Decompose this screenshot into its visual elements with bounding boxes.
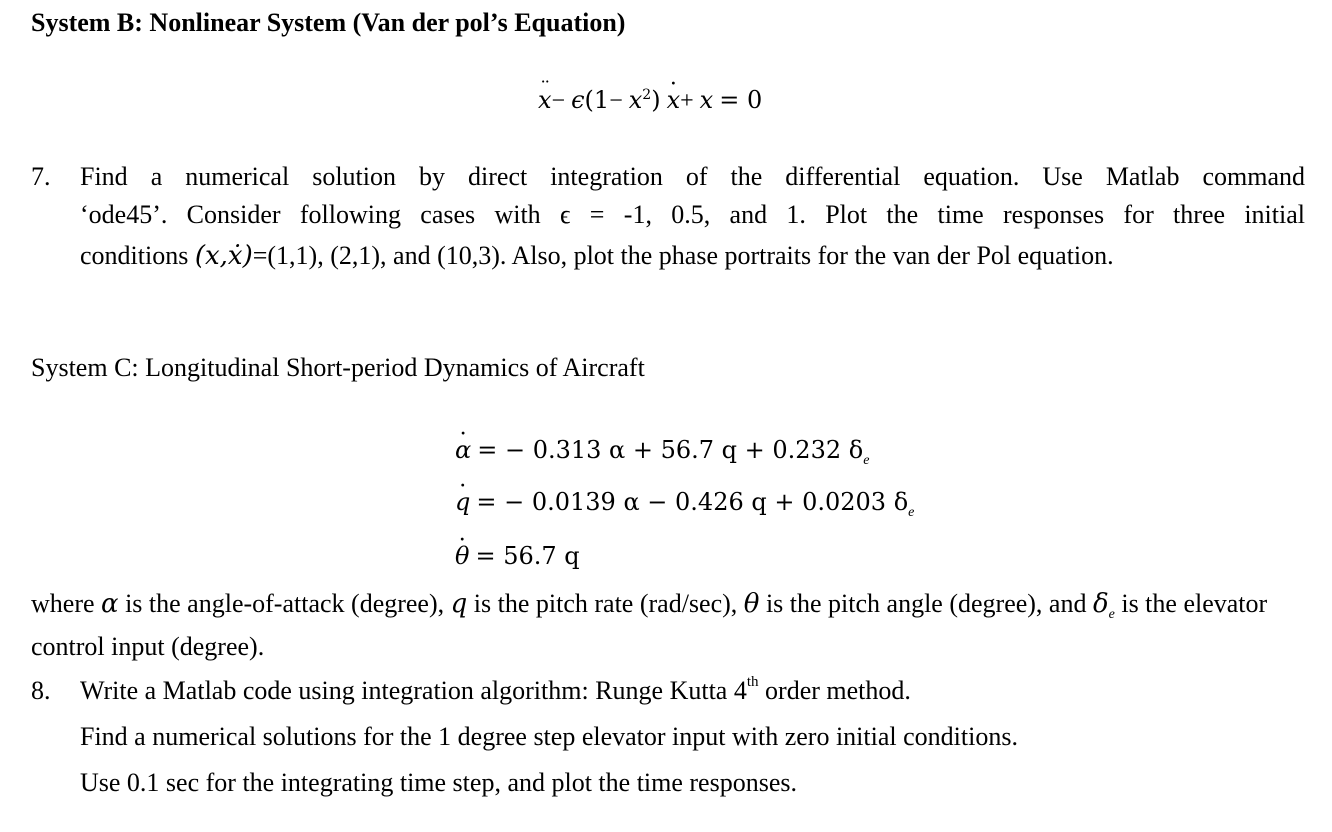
eq-minus-2: − [609, 88, 623, 114]
item-7-line-1: Find a numerical solution by direct integration of the differential equation. Use Matlab command [80, 162, 1305, 191]
item-8-line-1-suffix: order method. [758, 676, 911, 705]
item-8-line-1-prefix: Write a Matlab code using integration algorithm: Runge Kutta 4 [80, 676, 747, 705]
item-7-line-3-suffix: =(1,1), (2,1), and (10,3). Also, plot the phase portraits for the van der Pol equation. [252, 241, 1114, 270]
item-8-number: 8. [31, 676, 51, 705]
where-text-4: is the pitch angle (degree), and [759, 589, 1093, 618]
van-der-pol-equation [538, 86, 762, 115]
eq-x-dot: · x [667, 86, 681, 114]
item-7-number: 7. [31, 162, 51, 191]
alpha-dot-symbol: · α [455, 436, 471, 464]
alpha-dot-rhs: = − 0.313 α + 56.7 q + 0.232 δ [477, 436, 864, 464]
item-7-line-2: ‘ode45’. Consider following cases with ϵ = -1, 0.5, and 1. Plot the time responses for three initial [80, 200, 1305, 229]
eq-minus: − [551, 88, 566, 114]
q-dot-delta-sub: e [908, 504, 915, 520]
where-text-2: is the angle-of-attack (degree), [118, 589, 451, 618]
eq-exponent: 2 [642, 87, 652, 103]
where-theta: θ [743, 589, 760, 619]
item-7-line-3-prefix: conditions [80, 241, 195, 270]
eq-open-paren: (1 [584, 86, 610, 114]
where-delta: δ [1092, 589, 1109, 619]
where-delta-sub: e [1108, 607, 1115, 623]
eq-epsilon: ϵ [571, 86, 585, 114]
eq-x-ddot: ·· x [538, 86, 552, 114]
eq-plus: + [680, 88, 694, 114]
system-b-heading: System B: Nonlinear System (Van der pol’s Equation) [31, 8, 626, 37]
eq-rhs: = 0 [719, 86, 763, 114]
equation-q-dot [455, 488, 914, 521]
where-text-1: where [31, 589, 102, 618]
item-7-line-3 [80, 241, 1114, 271]
system-c-heading: System C: Longitudinal Short-period Dynamics of Aircraft [31, 353, 645, 382]
theta-dot-rhs: = 56.7 q [475, 542, 580, 570]
variable-definitions [31, 588, 1301, 663]
eq-x-squared: x [628, 86, 643, 114]
q-dot-rhs: = − 0.0139 α − 0.426 q + 0.0203 δ [476, 488, 909, 516]
equation-alpha-dot [455, 436, 869, 469]
item-8-line-1 [80, 676, 911, 706]
ordinal-superscript: th [746, 674, 759, 690]
q-dot-symbol: · q [455, 488, 470, 516]
where-alpha: α [101, 589, 119, 619]
equation-theta-dot [455, 542, 580, 571]
initial-condition-pair: (x,ẋ) [194, 241, 253, 271]
alpha-dot-delta-sub: e [863, 452, 870, 468]
where-text-3: is the pitch rate (rad/sec), [467, 589, 744, 618]
where-q: q [450, 589, 468, 619]
where-text-5: is the elevator control input (degree). [31, 589, 1268, 662]
item-8-line-3: Use 0.1 sec for the integrating time step, and plot the time responses. [80, 768, 797, 797]
eq-x: x [699, 86, 714, 114]
item-8-line-2: Find a numerical solutions for the 1 degree step elevator input with zero initial conditions. [80, 722, 1018, 751]
theta-dot-symbol: · θ [455, 542, 469, 570]
eq-close-paren: ) [651, 86, 661, 114]
